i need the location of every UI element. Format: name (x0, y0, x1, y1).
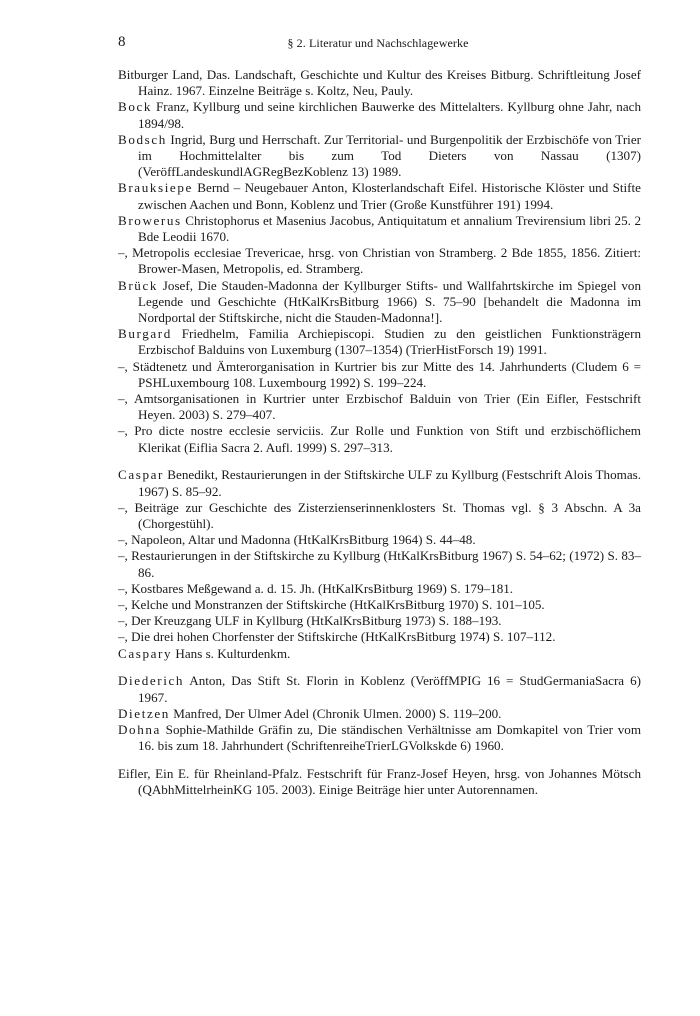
page-header (118, 34, 638, 54)
bibliography-entry (118, 245, 641, 277)
bibliography-entry (118, 706, 641, 722)
entry-text: –, Napoleon, Altar und Madonna (HtKalKrsBitburg 1964) S. 44–48. (118, 532, 476, 548)
entry-author: Browerus (118, 212, 182, 228)
bibliography-entry (118, 391, 641, 423)
entry-text: Sophie-Mathilde Gräfin zu, Die ständischen Verhältnisse am Domkapitel von Trier vom 16. bis zum 18. Jahrhundert (SchriftenreiheTrierLGVolkskde 6) 1960. (138, 721, 641, 754)
bibliography-entry (118, 326, 641, 358)
entry-text: –, Pro dicte nostre ecclesie serviciis. Zur Rolle und Funktion von Stift und erzbischöflichem Klerikat (Eiflia Sacra 2. Aufl. 1999) S. 297–313. (118, 423, 641, 455)
entry-text: Friedhelm, Familia Archiepiscopi. Studien zu den geistlichen Funktionsträgern Erzbischof Balduins von Luxemburg (1307–1354) (TrierHistForsch 19) 1991. (138, 326, 641, 358)
bibliography-entry (118, 278, 641, 327)
entry-text: –, Die drei hohen Chorfenster der Stiftskirche (HtKalKrsBitburg 1974) S. 107–112. (118, 629, 556, 645)
bibliography-entry (118, 597, 641, 613)
entry-text: Franz, Kyllburg und seine kirchlichen Bauwerke des Mittelalters. Kyllburg ohne Jahr, nach 1894/98. (138, 99, 641, 131)
entry-text: –, Kostbares Meßgewand a. d. 15. Jh. (HtKalKrsBitburg 1969) S. 179–181. (118, 580, 514, 596)
entry-text: Benedikt, Restaurierungen in der Stiftskirche ULF zu Kyllburg (Festschrift Alois Thomas. 1967) S. 85–92. (138, 467, 641, 499)
bibliography-entry (118, 646, 641, 662)
entry-author: Burgard (118, 326, 172, 342)
entry-text: Anton, Das Stift St. Florin in Koblenz (VeröffMPIG 16 = StudGermaniaSacra 6) 1967. (138, 673, 641, 705)
entry-text: Bernd – Neugebauer Anton, Klosterlandschaft Eifel. Historische Klöster und Stifte zwischen Aachen und Bonn, Koblenz und Trier (Große Kunstführer 191) 1994. (138, 180, 641, 212)
bibliography-entry (118, 722, 641, 754)
bibliography-entry (118, 99, 641, 131)
entry-author: Diederich (118, 673, 185, 689)
section-gap (118, 662, 641, 674)
entry-author: Bock (118, 99, 153, 115)
entry-text: –, Amtsorganisationen in Kurtrier unter Erzbischof Balduin von Trier (Ein Eifler, Festschrift Heyen. 2003) S. 279–407. (118, 391, 641, 423)
bibliography-entry (118, 532, 641, 548)
bibliography-entry (118, 548, 641, 580)
entry-text: Ingrid, Burg und Herrschaft. Zur Territorial- und Burgenpolitik der Erzbischöfe von Trier im Hochmittelalter bis zum Tod Dieters von Nassau (1307) (VeröffLandeskundlAGRegBezKoblenz 13) 1989. (138, 131, 641, 180)
entry-author: Brauksiepe (118, 180, 193, 196)
bibliography-list (118, 67, 641, 798)
bibliography-entry (118, 213, 641, 245)
entry-text: –, Städtenetz und Ämterorganisation in Kurtrier bis zur Mitte des 14. Jahrhunderts (Cludem 6 = PSHLuxembourg 108. Luxembourg 1992) S. 199–224. (118, 358, 641, 390)
bibliography-entry (118, 180, 641, 212)
entry-author: Brück (118, 277, 158, 293)
entry-author: Caspar (118, 467, 164, 483)
section-gap (118, 456, 641, 468)
entry-text: Josef, Die Stauden-Madonna der Kyllburger Stifts- und Wallfahrtskirche im Spiegel von Legende und Geschichte (HtKalKrsBitburg 1966) S. 75–90 [behandelt die Madonna im Nordportal der Stiftskirche, nicht die Stauden-Madonna!]. (138, 277, 641, 326)
entry-text: Eifler, Ein E. für Rheinland-Pfalz. Festschrift für Franz-Josef Heyen, hrsg. von Johannes Mötsch (QAbhMittelrheinKG 105. 2003). Einige Beiträge hier unter Autorennamen. (118, 765, 641, 798)
bibliography-entry (118, 613, 641, 629)
bibliography-entry (118, 581, 641, 597)
entry-author: Dohna (118, 721, 161, 737)
page-number: 8 (118, 34, 126, 50)
bibliography-entry (118, 766, 641, 798)
bibliography-entry (118, 67, 641, 99)
bibliography-entry (118, 132, 641, 181)
bibliography-entry (118, 423, 641, 455)
entry-text: Manfred, Der Ulmer Adel (Chronik Ulmen. 2000) S. 119–200. (169, 705, 502, 721)
entry-text: –, Restaurierungen in der Stiftskirche zu Kyllburg (HtKalKrsBitburg 1967) S. 54–62; (1972) S. 83–86. (118, 548, 641, 580)
entry-text: –, Metropolis ecclesiae Trevericae, hrsg. von Christian von Stramberg. 2 Bde 1855, 1856. Zitiert: Brower-Masen, Metropolis, ed. Stramberg. (118, 245, 641, 277)
entry-text: Bitburger Land, Das. Landschaft, Geschichte und Kultur des Kreises Bitburg. Schriftleitung Josef Hainz. 1967. Einzelne Beiträge s. Koltz, Neu, Pauly. (118, 67, 641, 99)
entry-author: Caspary (118, 645, 173, 661)
entry-text: Christophorus et Masenius Jacobus, Antiquitatum et annalium Trevirensium libri 25. 2 Bde Leodii 1670. (138, 212, 641, 245)
section-gap (118, 754, 641, 766)
entry-text: –, Beiträge zur Geschichte des Zisterzienserinnenklosters St. Thomas vgl. § 3 Abschn. A 3a (Chorgestühl). (118, 499, 641, 531)
bibliography-entry (118, 500, 641, 532)
entry-author: Bodsch (118, 131, 167, 147)
bibliography-entry (118, 673, 641, 705)
entry-text: –, Kelche und Monstranzen der Stiftskirche (HtKalKrsBitburg 1970) S. 101–105. (118, 597, 545, 612)
bibliography-entry (118, 629, 641, 645)
bibliography-entry (118, 359, 641, 391)
bibliography-entry (118, 467, 641, 499)
entry-author: Dietzen (118, 705, 170, 721)
running-head: § 2. Literatur und Nachschlagewerke (287, 36, 469, 50)
entry-text: –, Der Kreuzgang ULF in Kyllburg (HtKalKrsBitburg 1973) S. 188–193. (118, 613, 502, 629)
entry-text: Hans s. Kulturdenkm. (172, 645, 291, 661)
